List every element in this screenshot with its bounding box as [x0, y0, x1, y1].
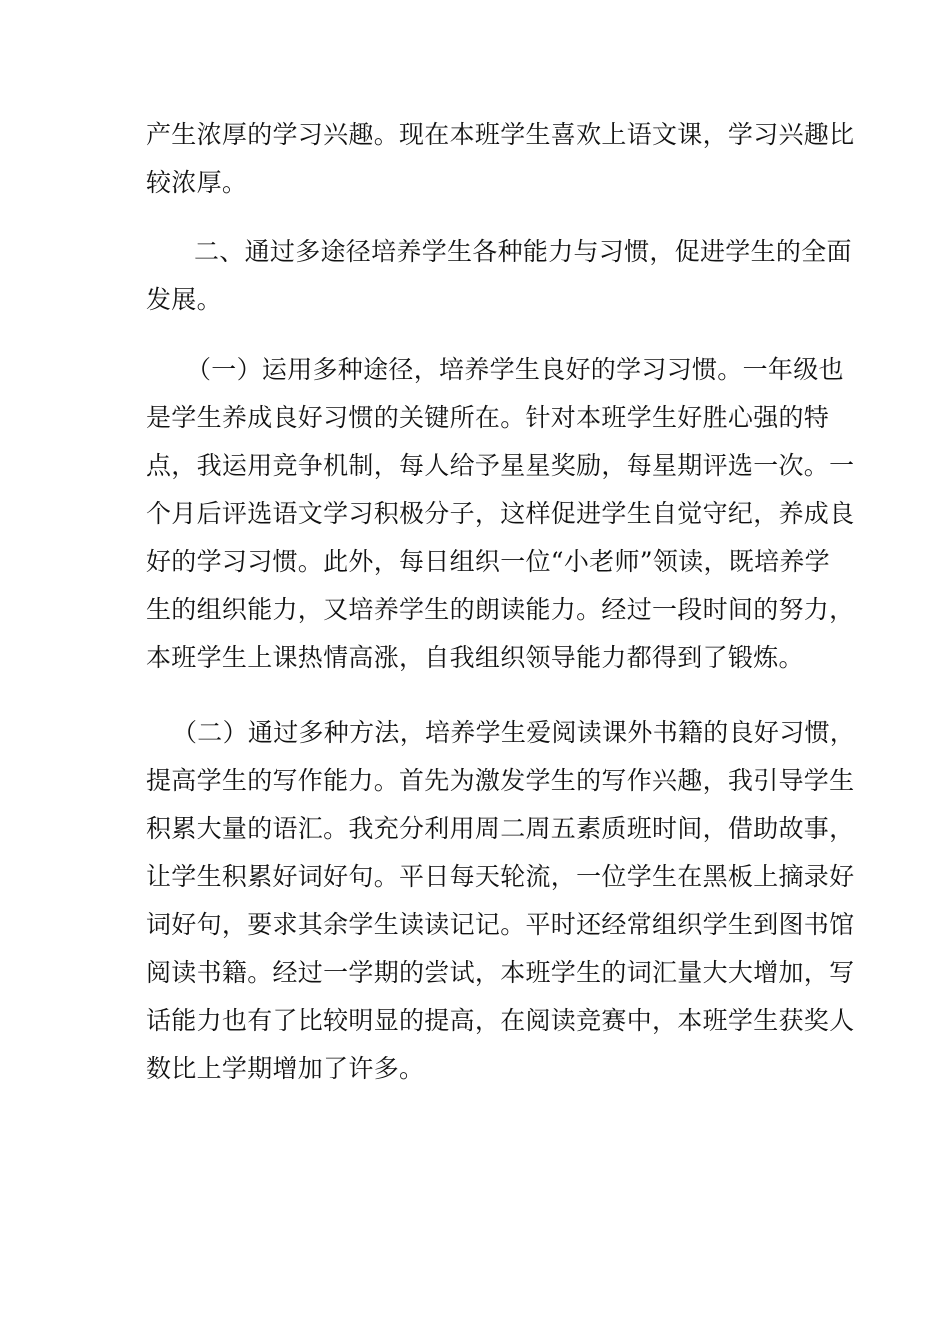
paragraph-intro-continued	[146, 111, 855, 207]
paragraph-subsection-1	[146, 346, 855, 682]
text-line: 提高学生的写作能力。首先为激发学生的写作兴趣，我引导学生	[146, 766, 855, 795]
text-line: 数比上学期增加了许多。	[146, 1054, 425, 1083]
text-line: 积累大量的语汇。我充分利用周二周五素质班时间，借助故事，	[146, 814, 855, 843]
text-line: 话能力也有了比较明显的提高，在阅读竞赛中，本班学生获奖人	[146, 1006, 855, 1035]
text-line: 好的学习习惯。此外，每日组织一位“小老师”领读，既培养学	[146, 547, 830, 576]
text-line: 让学生积累好词好句。平日每天轮流，一位学生在黑板上摘录好	[146, 862, 855, 891]
paragraph-section-2-heading	[146, 228, 852, 324]
text-line: （一）运用多种途径，培养学生良好的学习习惯。一年级也	[186, 355, 844, 384]
text-line: 生的组织能力，又培养学生的朗读能力。经过一段时间的努力，	[146, 595, 855, 624]
text-line: 二、通过多途径培养学生各种能力与习惯，促进学生的全面	[194, 237, 852, 266]
text-line: 阅读书籍。经过一学期的尝试，本班学生的词汇量大大增加，写	[146, 958, 855, 987]
text-line: 本班学生上课热情高涨，自我组织领导能力都得到了锻炼。	[146, 643, 804, 672]
text-line: 点，我运用竞争机制，每人给予星星奖励，每星期评选一次。一	[146, 451, 855, 480]
text-line: 个月后评选语文学习积极分子，这样促进学生自觉守纪，养成良	[146, 499, 855, 528]
text-line: 产生浓厚的学习兴趣。现在本班学生喜欢上语文课，学习兴趣比	[146, 120, 855, 149]
text-line: 是学生养成良好习惯的关键所在。针对本班学生好胜心强的特	[146, 403, 830, 432]
text-line: （二）通过多种方法，培养学生爱阅读课外书籍的良好习惯，	[172, 718, 856, 747]
text-line: 较浓厚。	[146, 168, 248, 197]
text-line: 词好句，要求其余学生读读记记。平时还经常组织学生到图书馆	[146, 910, 855, 939]
paragraph-subsection-2	[146, 709, 856, 1093]
text-line: 发展。	[146, 285, 222, 314]
